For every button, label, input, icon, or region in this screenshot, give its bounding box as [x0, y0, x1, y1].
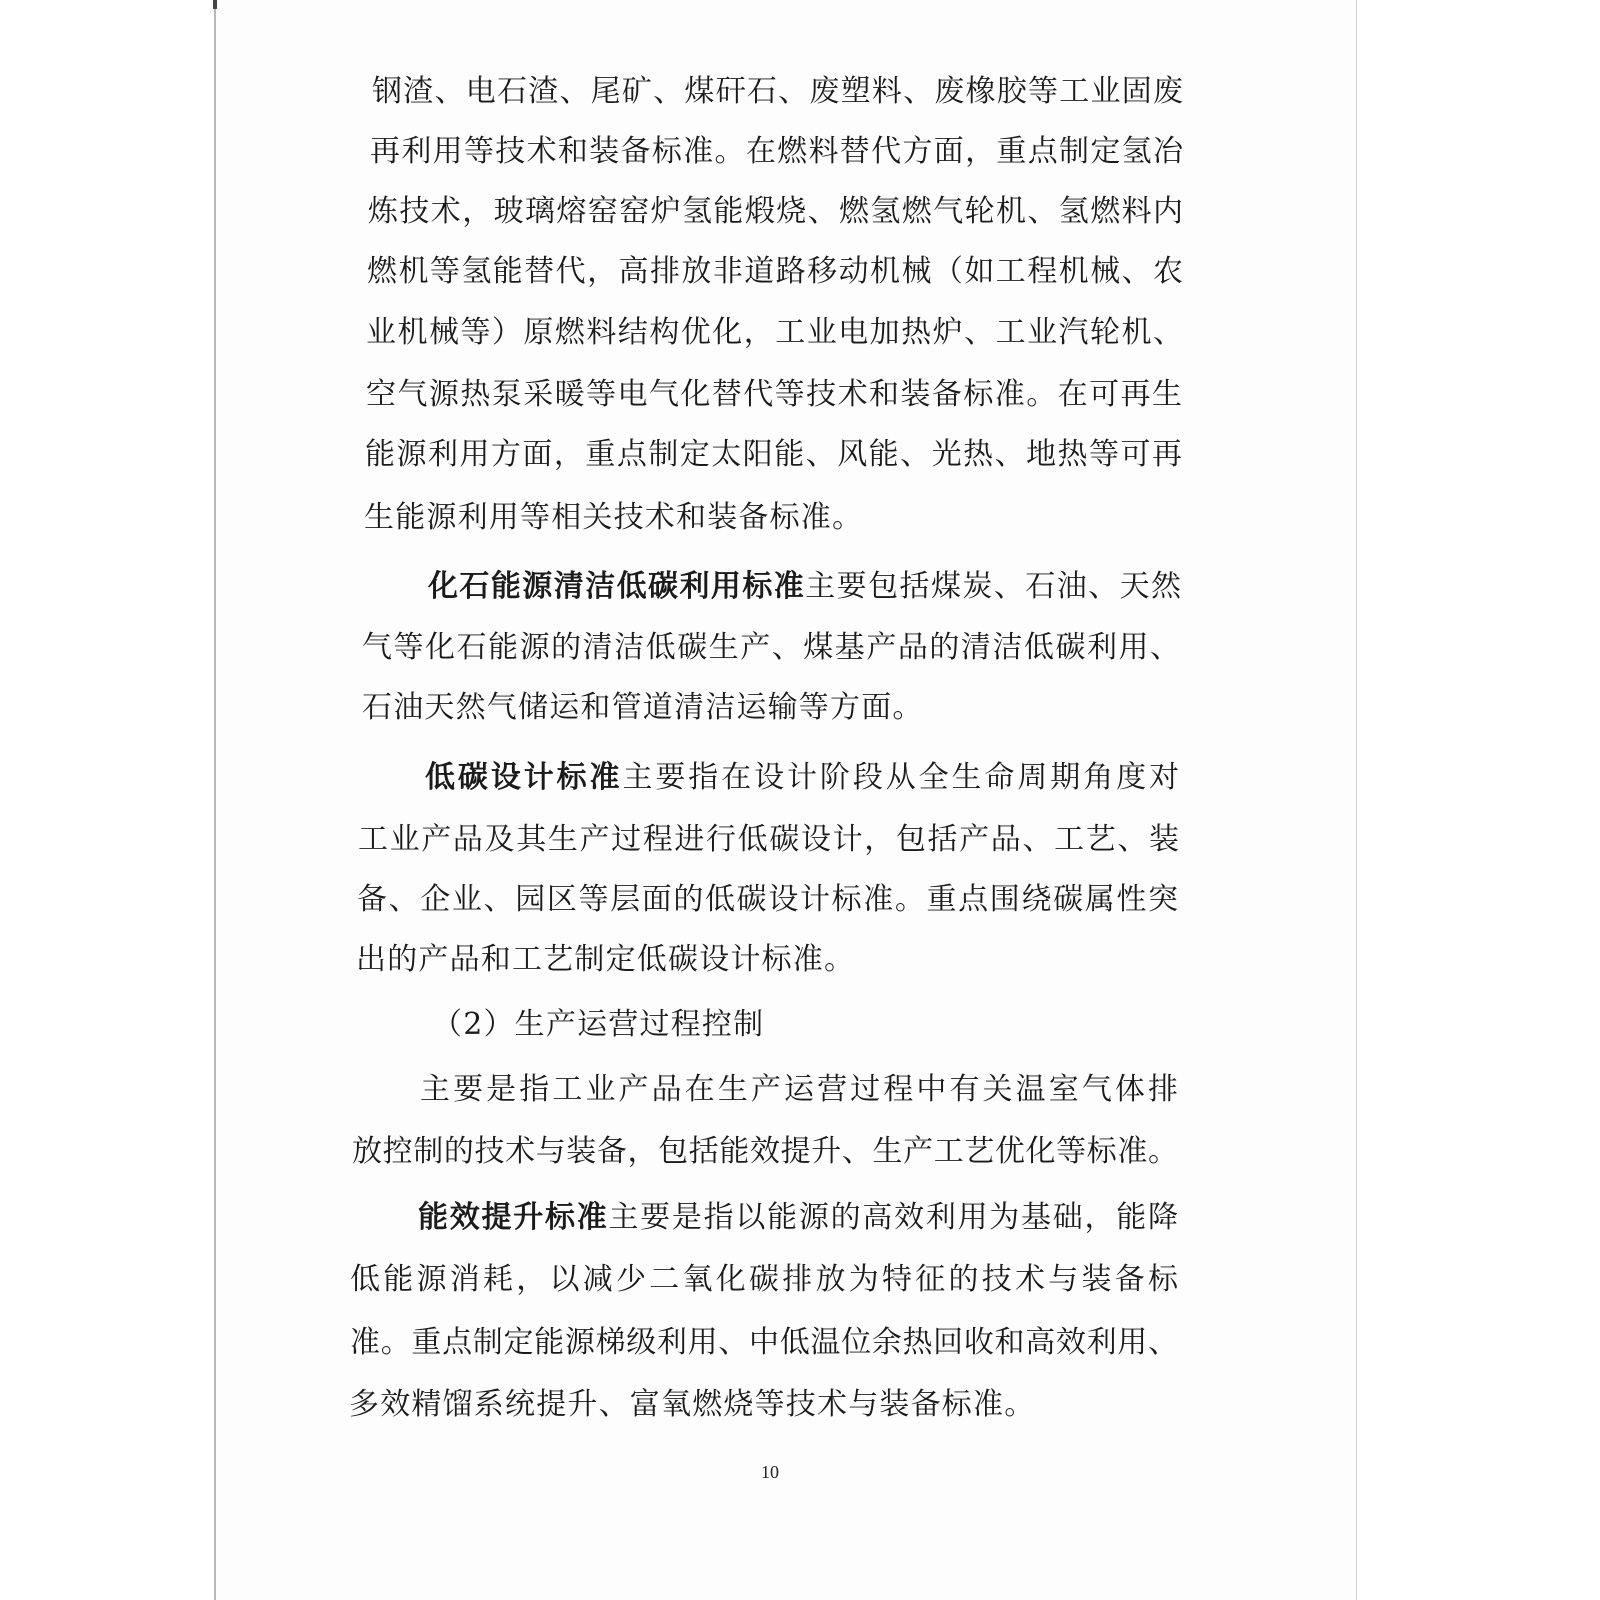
- body-line: 再利用等技术和装备标准。在燃料替代方面，重点制定氢冶: [370, 134, 1183, 169]
- body-line: 气等化石能源的清洁低碳生产、煤基产品的清洁低碳利用、: [362, 630, 1180, 665]
- bold-term: 低碳设计标准: [425, 760, 623, 795]
- body-line: 生能源利用等相关技术和装备标准。: [364, 500, 864, 535]
- body-line: 备、企业、园区等层面的低碳设计标准。重点围绕碳属性突: [357, 882, 1178, 917]
- body-line: 出的产品和工艺制定低碳设计标准。: [356, 942, 856, 977]
- body-text: 主要指在设计阶段从全生命周期角度对: [622, 760, 1180, 795]
- bold-term: 化石能源清洁低碳利用标准: [428, 569, 806, 604]
- bold-term: 能效提升标准: [418, 1200, 609, 1235]
- body-line: [425, 758, 1179, 798]
- body-line: [428, 567, 1181, 607]
- body-text: 主要是指以能源的高效利用为基础，能降: [608, 1200, 1179, 1235]
- body-line: 石油天然气储运和管道清洁运输等方面。: [362, 690, 924, 725]
- body-line: 燃机等氢能替代，高排放非道路移动机械（如工程机械、农: [367, 254, 1183, 289]
- body-line: 空气源热泵采暖等电气化替代等技术和装备标准。在可再生: [366, 377, 1182, 412]
- body-line: 炼技术，玻璃熔窑窑炉氢能煅烧、燃氢燃气轮机、氢燃料内: [368, 194, 1183, 229]
- body-line: 工业产品及其生产过程进行低碳设计，包括产品、工艺、装: [358, 822, 1179, 857]
- body-line: 低能源消耗，以减少二氧化碳排放为特征的技术与装备标: [350, 1262, 1178, 1297]
- body-line: 放控制的技术与装备，包括能效提升、生产工艺优化等标准。: [352, 1134, 1178, 1169]
- body-line: 准。重点制定能源梯级利用、中低温位余热回收和高效利用、: [350, 1325, 1178, 1360]
- scan-corner-mark: [213, 0, 217, 9]
- section-heading: （2）生产运营过程控制: [432, 1007, 765, 1042]
- body-line: 多效精馏系统提升、富氧燃烧等技术与装备标准。: [349, 1387, 1036, 1422]
- body-line: 主要是指工业产品在生产运营过程中有关温室气体排: [420, 1072, 1178, 1107]
- body-line: 钢渣、电石渣、尾矿、煤矸石、废塑料、废橡胶等工业固废: [372, 74, 1183, 109]
- body-text: 主要包括煤炭、石油、天然: [805, 569, 1182, 604]
- body-line: 业机械等）原燃料结构优化，工业电加热炉、工业汽轮机、: [366, 315, 1183, 350]
- body-line: [418, 1198, 1178, 1238]
- body-line: 能源利用方面，重点制定太阳能、风能、光热、地热等可再: [365, 437, 1182, 472]
- page-number: 10: [761, 1462, 779, 1482]
